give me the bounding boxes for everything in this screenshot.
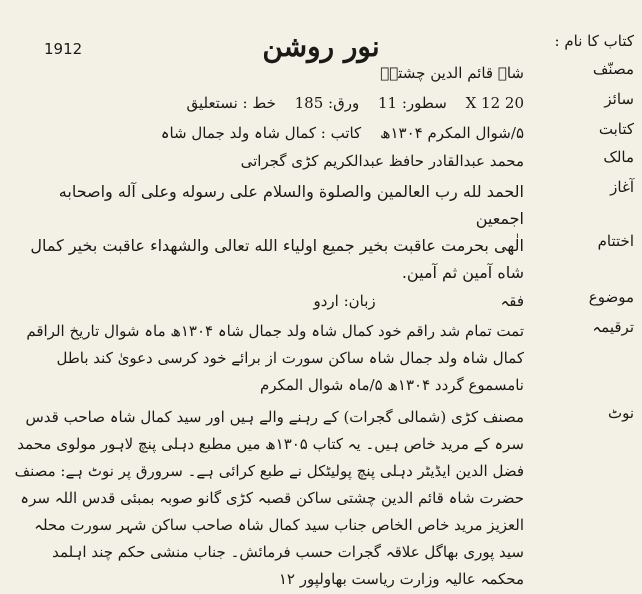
language-text: زبان: اردو [313, 292, 376, 310]
copying-date: ۵/شوال المکرم ۱۳۰۴ھ [379, 124, 524, 142]
label-size: سائز [604, 90, 634, 108]
row-colophon [8, 318, 634, 402]
size-lines: سطور: 11 [378, 94, 447, 112]
author-value: شاہ قائم الدین چشتیؒ [380, 64, 524, 82]
colophon-value: تمت تمام شد راقم خود کمال شاہ ولد جمال شاہ ۱۳۰۴ھ ماہ شوال تاریخ الراقم کمال شاہ ولد جمال شاہ ساکن سورت از برائے خود کرسی دعویٰ کند باطل نامسموع گردد ۱۳۰۴ھ ۵/ماہ شوال المکرم [26, 322, 524, 394]
row-size [8, 90, 634, 118]
label-note: نوٹ [607, 404, 634, 422]
label-ending: اختتام [597, 232, 634, 250]
catalog-number: 1912 [44, 40, 83, 58]
size-script: خط : نستعلیق [186, 94, 276, 112]
row-ending [8, 232, 634, 288]
subject-value [8, 288, 524, 315]
label-owner: مالک [603, 148, 634, 166]
owner-value: محمد عبدالقادر حافظ عبدالکریم کڑی گجراتی [240, 152, 524, 170]
subject-text: فقہ [500, 292, 524, 310]
row-author [8, 60, 634, 88]
size-dimensions: 20 X 12 [465, 94, 524, 112]
row-copying [8, 120, 634, 148]
size-value [8, 90, 524, 117]
size-pages: ورق: 185 [294, 94, 360, 112]
row-book-name [8, 32, 634, 60]
copying-value [8, 120, 524, 147]
label-colophon: ترقیمہ [592, 318, 634, 336]
label-copying: کتابت [598, 120, 634, 138]
row-note [8, 404, 634, 590]
book-title: نور روشن [262, 30, 380, 63]
note-value: مصنف کڑی (شمالی گجرات) کے رہنے والے ہیں اور سید کمال شاہ صاحب قدس سرہ کے مرید خاص ہیں۔ یہ کتاب ۱۳۰۵ھ میں مطبع دہلی پنچ لاہور مولوی محمد فضل الدین ایڈیٹر دہلی پنچ پولیٹکل نے طبع کرائی ہے۔ سرورق پر نوٹ ہے: مصنف حضرت شاہ قائم الدین چشتی ساکن قصبہ کڑی گانو صوبہ بمبئی قدس اللہ سرہ العزیز مرید خاص الخاص جناب سید کمال شاہ صاحب ساکن شہر سورت محلہ سید پوری بھاگل علاقہ گجرات حسب فرمائش۔ جناب منشی حکم چند اہلمد محکمہ عالیہ وزارت ریاست بھاولپور ۱۲ [14, 408, 524, 588]
label-author: مصنّف [592, 60, 634, 78]
label-beginning: آغاز [610, 178, 634, 196]
beginning-value: الحمد لله رب العالمين والصلوة والسلام على رسوله وعلى آله واصحابه اجمعين [58, 182, 524, 228]
row-owner [8, 148, 634, 176]
row-beginning [8, 178, 634, 234]
row-subject [8, 288, 634, 316]
label-book-name: کتاب کا نام : [554, 32, 634, 50]
copying-scribe: کاتب : کمال شاہ ولد جمال شاہ [160, 124, 362, 142]
label-subject: موضوع [588, 288, 634, 306]
ending-value: الٰهى بحرمت عاقبت بخير جميع اولياء الله تعالى والشهداء عاقبت بخير كمال شاه آمين ثم آمين. [30, 236, 524, 282]
